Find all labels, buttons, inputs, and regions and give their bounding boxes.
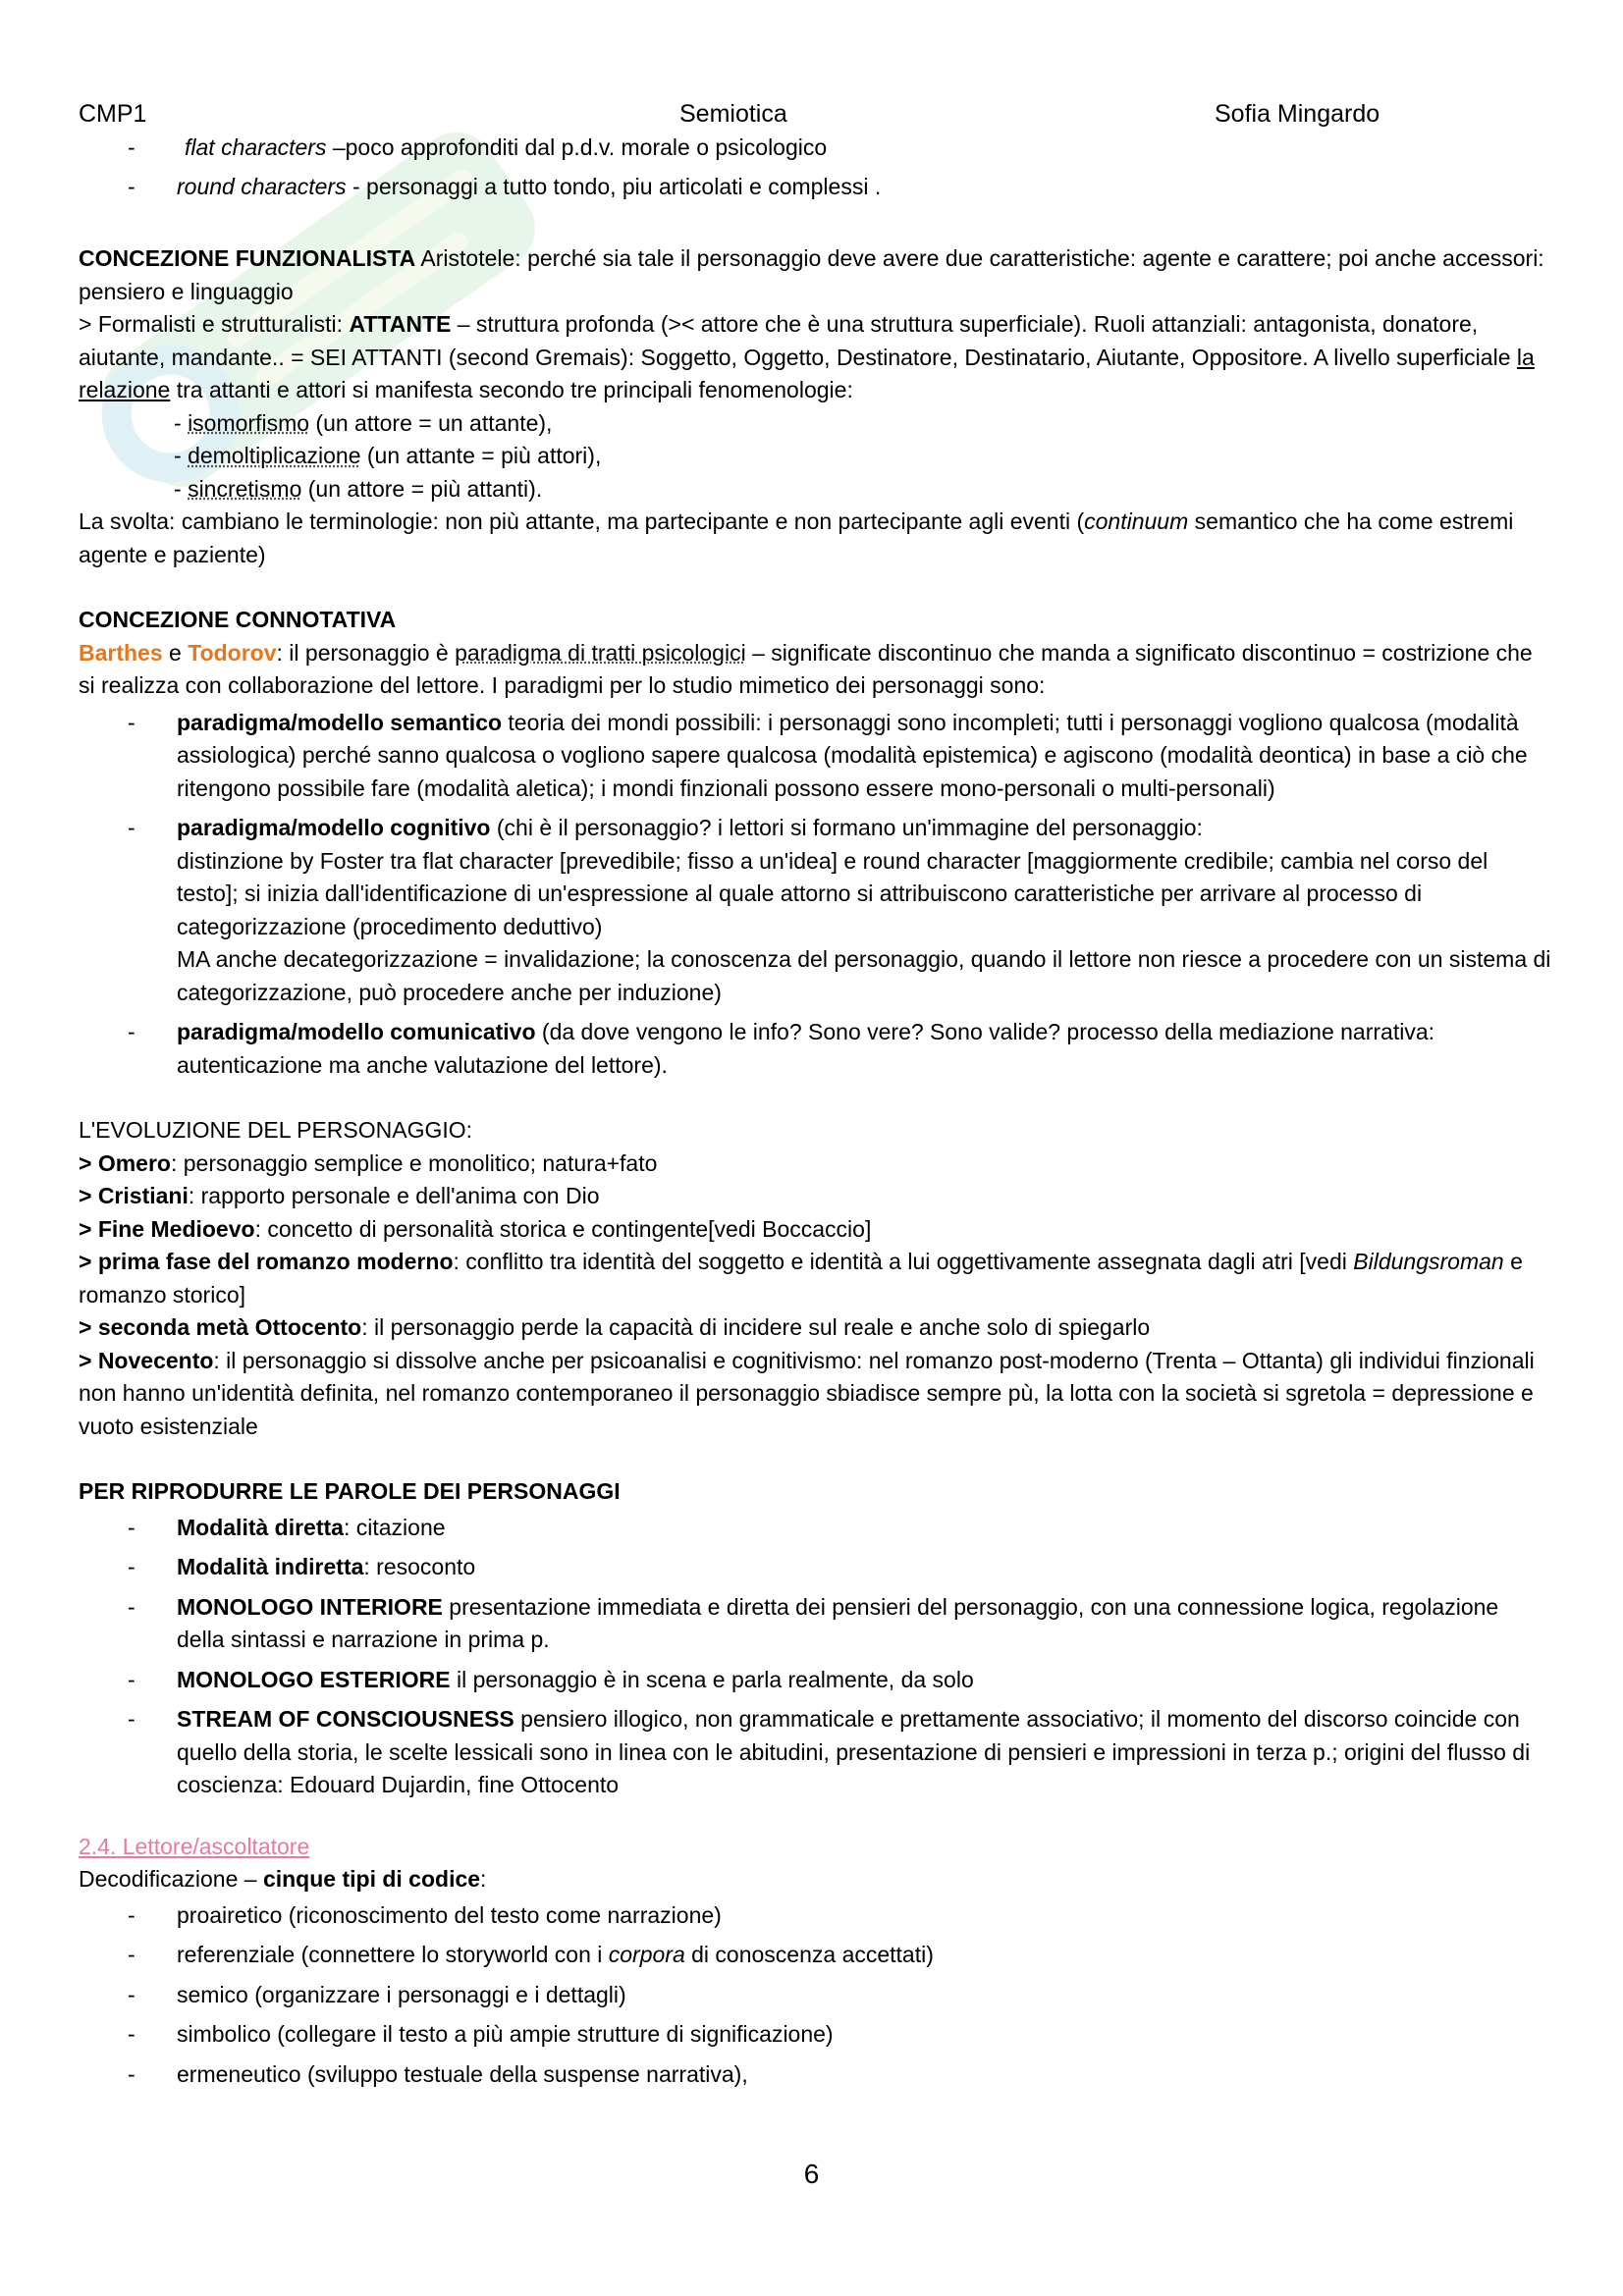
list-item: - Modalità diretta: citazione — [79, 1512, 1551, 1545]
author-name: Todorov — [188, 639, 277, 666]
list-item: - Modalità indiretta: resoconto — [79, 1551, 1551, 1584]
evo-item: > prima fase del romanzo moderno: conflitto tra identità del soggetto e identità a lui oggettivamente assegnata dagli atri [vedi Bildungsroman e romanzo storico] — [79, 1249, 1523, 1308]
bullet-dash: - — [128, 1514, 135, 1540]
list-item: - paradigma/modello comunicativo (da dove vengono le info? Sono vere? Sono valide? processo della mediazione narrativa: autenticazione ma anche valutazione del lettore). — [79, 1016, 1551, 1082]
bullet-dash: - — [128, 1019, 135, 1044]
attante-paragraph: > Formalisti e strutturalisti: ATTANTE – struttura profonda (>< attore che è una struttura superficiale). Ruoli attanziali: antagonista, donatore, aiutante, mandante.. = SEI ATTANTI (second Gremais): Soggetto, Oggetto, Destinatore, Destinatario, Aiutante, Oppositore. A livello superficiale la relazione tra attanti e attori si manifesta secondo tre principali fenomenologie: — [79, 311, 1535, 402]
bullet-dash: - — [128, 134, 135, 160]
term: round characters — [177, 173, 347, 199]
bullet-dash: - — [128, 1593, 135, 1620]
list-item: - referenziale (connettere lo storyworld con i corpora di conoscenza accettati) — [79, 1939, 1551, 1972]
list-item: - sincretismo (un attore = più attanti). — [174, 475, 543, 502]
section-title: PER RIPRODURRE LE PAROLE DEI PERSONAGGI — [79, 1478, 621, 1504]
underlined-term: la relazione — [79, 344, 1535, 402]
bullet-dash: - — [128, 2060, 135, 2087]
header-subject: Semiotica — [679, 100, 787, 128]
section-heading-link[interactable]: 2.4. Lettore/ascoltatore — [79, 1833, 310, 1859]
bullet-dash: - — [128, 173, 135, 199]
list-item: - MONOLOGO INTERIORE presentazione immediata e diretta dei pensieri del personaggio, con una connessione logica, regolazione della sintassi e narrazione in prima p. — [79, 1591, 1551, 1657]
list-item: - STREAM OF CONSCIOUSNESS pensiero illogico, non grammaticale e prettamente associativo; il momento del discorso coincide con quello della storia, le scelte lessicali sono in linea con le abitudini, presentazione di pensieri e impressioni in terza p.; origini del flusso di coscienza: Edouard Dujardin, fine Ottocento — [79, 1703, 1551, 1802]
list-item: - ermeneutico (sviluppo testuale della suspense narrativa), — [79, 2058, 1551, 2092]
bullet-dash: - — [128, 1554, 135, 1579]
evo-item: > Novecento: il personaggio si dissolve anche per psicoanalisi e cognitivismo: nel romanzo post-moderno (Trenta – Ottanta) gli individui finzionali non hanno un'identità definita, nel romanzo contemporaneo il personaggio sbiadisce sempre pù, la lotta con la società si sgretola = depressione e vuoto esistenziale — [79, 1347, 1535, 1439]
bullet-dash: - — [128, 1901, 135, 1928]
bullet-dash: - — [128, 815, 135, 840]
list-item: - demoltiplicazione (un attante = più attori), — [174, 443, 602, 468]
section-title: CONCEZIONE FUNZIONALISTA — [79, 245, 416, 271]
list-item: - proairetico (riconoscimento del testo come narrazione) — [79, 1899, 1551, 1933]
list-item: - paradigma/modello semantico teoria dei mondi possibili: i personaggi sono incompleti; tutti i personaggi vogliono qualcosa (modalità assiologica) perché sanno qualcosa o vogliono sapere qualcosa (modalità epistemica) e agiscono (modalità deontica) in base a ciò che ritengono possibile fare (modalità aletica); i mondi finzionali possono essere mono-personali o multi-personali) — [79, 707, 1551, 806]
funzionalista-paragraph: CONCEZIONE FUNZIONALISTA Aristotele: perché sia tale il personaggio deve avere due caratteristiche: agente e carattere; poi anche accessori: pensiero e linguaggio — [79, 245, 1544, 304]
list-item: - simbolico (collegare il testo a più ampie strutture di significazione) — [79, 2018, 1551, 2052]
page-header — [79, 98, 1544, 132]
bullet-dash: - — [128, 2021, 135, 2047]
list-item: - isomorfismo (un attore = un attante), — [174, 409, 553, 436]
evo-item: > Fine Medioevo: concetto di personalità storica e contingente[vedi Boccaccio] — [79, 1215, 872, 1242]
bullet-dash: - — [128, 1666, 135, 1692]
section-title: L'EVOLUZIONE DEL PERSONAGGIO: — [79, 1117, 473, 1143]
evo-item: > Cristiani: rapporto personale e dell'anima con Dio — [79, 1183, 600, 1208]
list-item: - semico (organizzare i personaggi e i dettagli) — [79, 1979, 1551, 2012]
author-name: Barthes — [79, 639, 163, 666]
list-item: - round characters - personaggi a tutto tondo, piu articolati e complessi . — [79, 171, 1551, 204]
section-title: CONCEZIONE CONNOTATIVA — [79, 607, 397, 632]
page-number: 6 — [803, 2159, 820, 2189]
header-course: CMP1 — [79, 100, 147, 128]
connotativa-paragraph: Barthes e Todorov: il personaggio è paradigma di tratti psicologici – significate discontinuo che manda a significato discontinuo = costrizione che si realizza con collaborazione del lettore. I paradigmi per lo studio mimetico dei personaggi sono: — [79, 639, 1533, 698]
header-author: Sofia Mingardo — [1215, 100, 1380, 128]
list-item: - paradigma/modello cognitivo (chi è il personaggio? i lettori si formano un'immagine del personaggio: distinzione by Foster tra flat character [prevedibile; fisso a un'idea] e round character [maggiormente credibile; cambia nel corso del testo]; si inizia dall'identificazione di un'espressione al quale attorno si attribuiscono caratteristiche per arrivare al processo di categorizzazione (procedimento deduttivo) MA anche decategorizzazione = invalidazione; la conoscenza del personaggio, quando il lettore non riesce a procedere con un sistema di categorizzazione, può procedere anche per induzione) — [79, 812, 1551, 1009]
term: flat characters — [185, 134, 327, 160]
bullet-dash: - — [128, 1706, 135, 1732]
list-item: - MONOLOGO ESTERIORE il personaggio è in scena e parla realmente, da solo — [79, 1664, 1551, 1697]
decodificazione-line: Decodificazione – cinque tipi di codice: — [79, 1866, 487, 1892]
bullet-dash: - — [128, 1981, 135, 2007]
evo-item: > Omero: personaggio semplice e monolitico; natura+fato — [79, 1149, 658, 1176]
evo-item: > seconda metà Ottocento: il personaggio perde la capacità di incidere sul reale e anche solo di spiegarlo — [79, 1314, 1151, 1340]
bullet-dash: - — [128, 1942, 135, 1967]
svolta-paragraph: La svolta: cambiano le terminologie: non più attante, ma partecipante e non partecipante agli eventi (continuum semantico che ha come estremi agente e paziente) — [79, 508, 1514, 567]
bullet-dash: - — [128, 709, 135, 735]
page-body — [79, 132, 1551, 2098]
list-item: - flat characters –poco approfonditi dal p.d.v. morale o psicologico — [79, 132, 1551, 165]
